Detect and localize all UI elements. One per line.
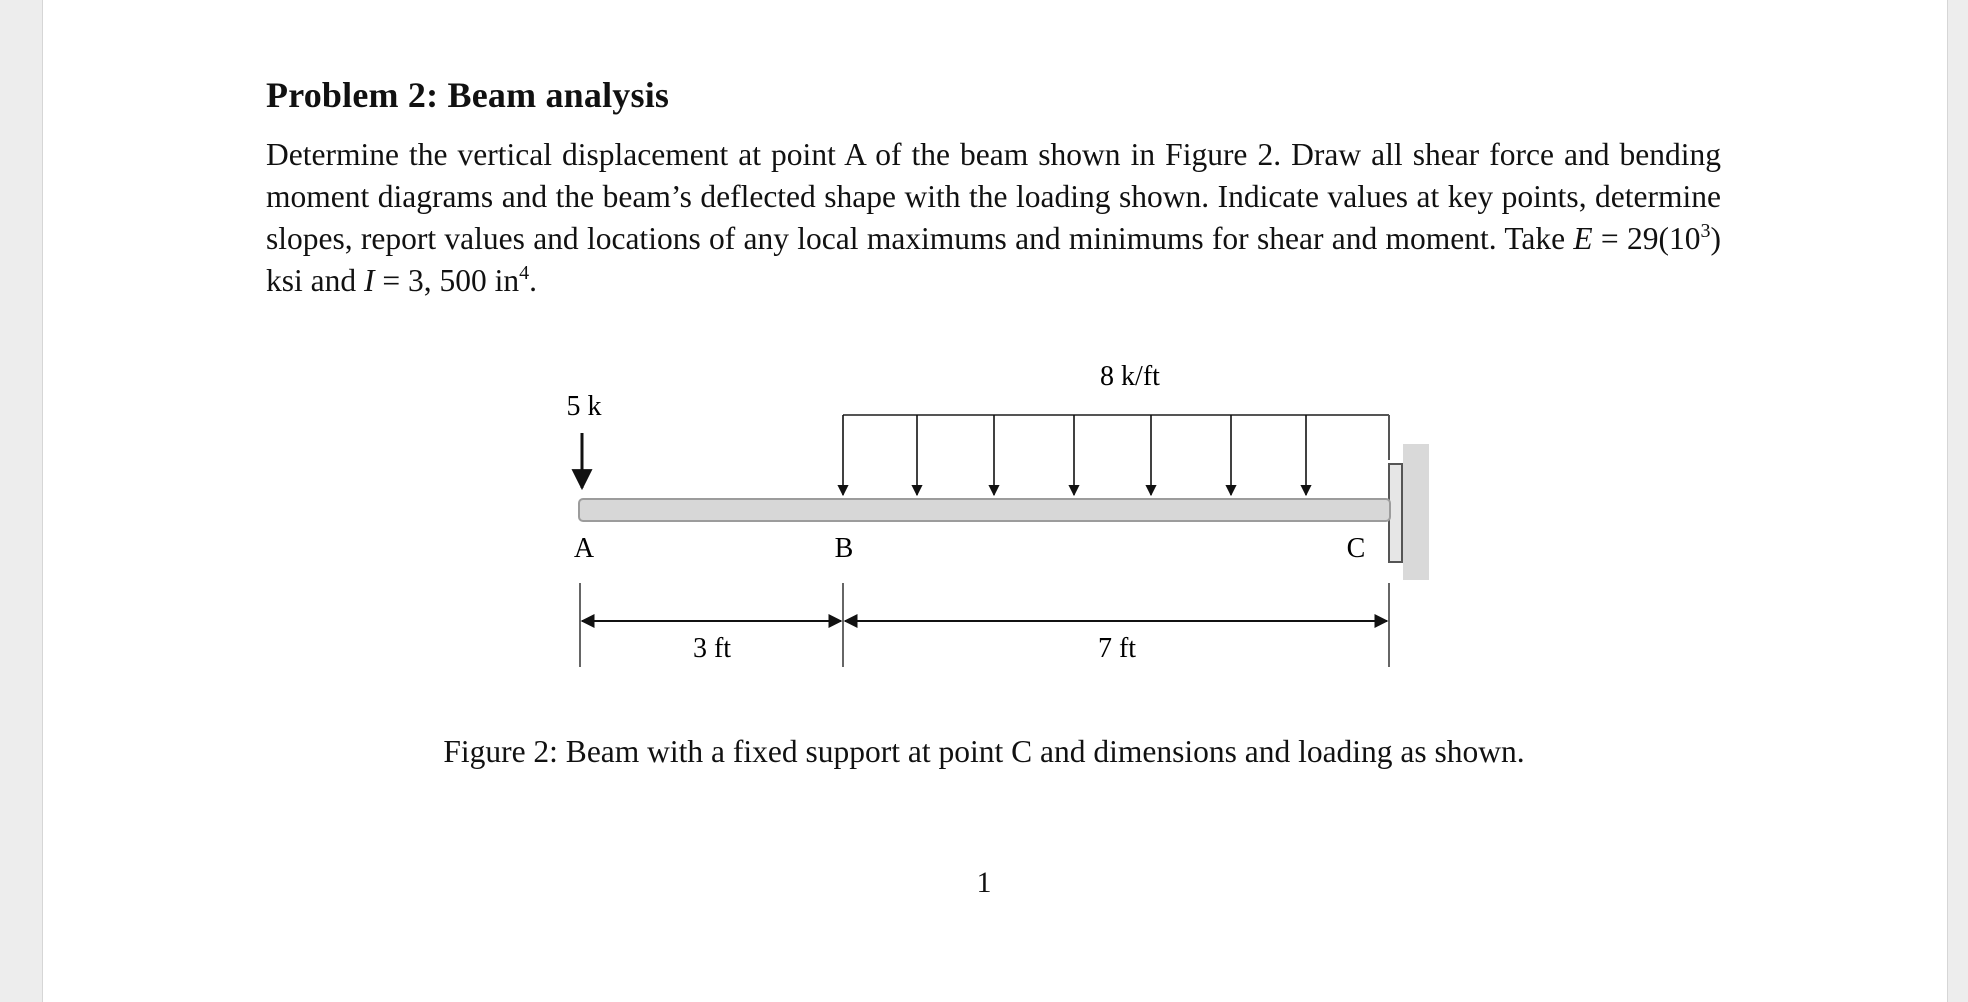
dimension-ab-label: 3 ft xyxy=(692,633,732,664)
i-variable: I xyxy=(364,263,375,298)
beam-figure xyxy=(500,345,1460,690)
point-load-label: 5 k xyxy=(566,391,602,422)
page-number: 1 xyxy=(976,866,992,899)
statement-end: . xyxy=(529,263,538,298)
beam xyxy=(579,499,1390,521)
i-exponent: 4 xyxy=(519,262,530,284)
distributed-load xyxy=(843,415,1389,495)
label-a: A xyxy=(573,533,595,564)
figure-caption: Figure 2: Beam with a fixed support at point C and dimensions and loading as shown. xyxy=(443,734,1525,769)
dimension-bc-label: 7 ft xyxy=(1097,633,1137,664)
beam-diagram xyxy=(500,345,1460,685)
statement-text: Determine the vertical displacement at point A of the beam shown in Figure 2. Draw all shear force and bending moment diagrams and the beam’s deflected shape with the loading shown. Indicate values at key points, determine slopes, report values and locations of any local maximums and minimums for shear and moment. Take xyxy=(266,137,1721,256)
e-unit: ) ksi and xyxy=(266,221,1721,298)
label-c: C xyxy=(1346,533,1366,564)
label-b: B xyxy=(834,533,854,564)
i-equation: = 3, 500 in xyxy=(374,263,520,298)
problem-statement xyxy=(266,134,1721,302)
distributed-load-label: 8 k/ft xyxy=(1100,361,1160,392)
problem-title: Problem 2: Beam analysis xyxy=(266,75,670,115)
e-exponent: 3 xyxy=(1700,220,1711,242)
fixed-support-wall xyxy=(1403,444,1429,580)
e-variable: E xyxy=(1573,221,1593,256)
e-equation: = 29(10 xyxy=(1592,221,1701,256)
